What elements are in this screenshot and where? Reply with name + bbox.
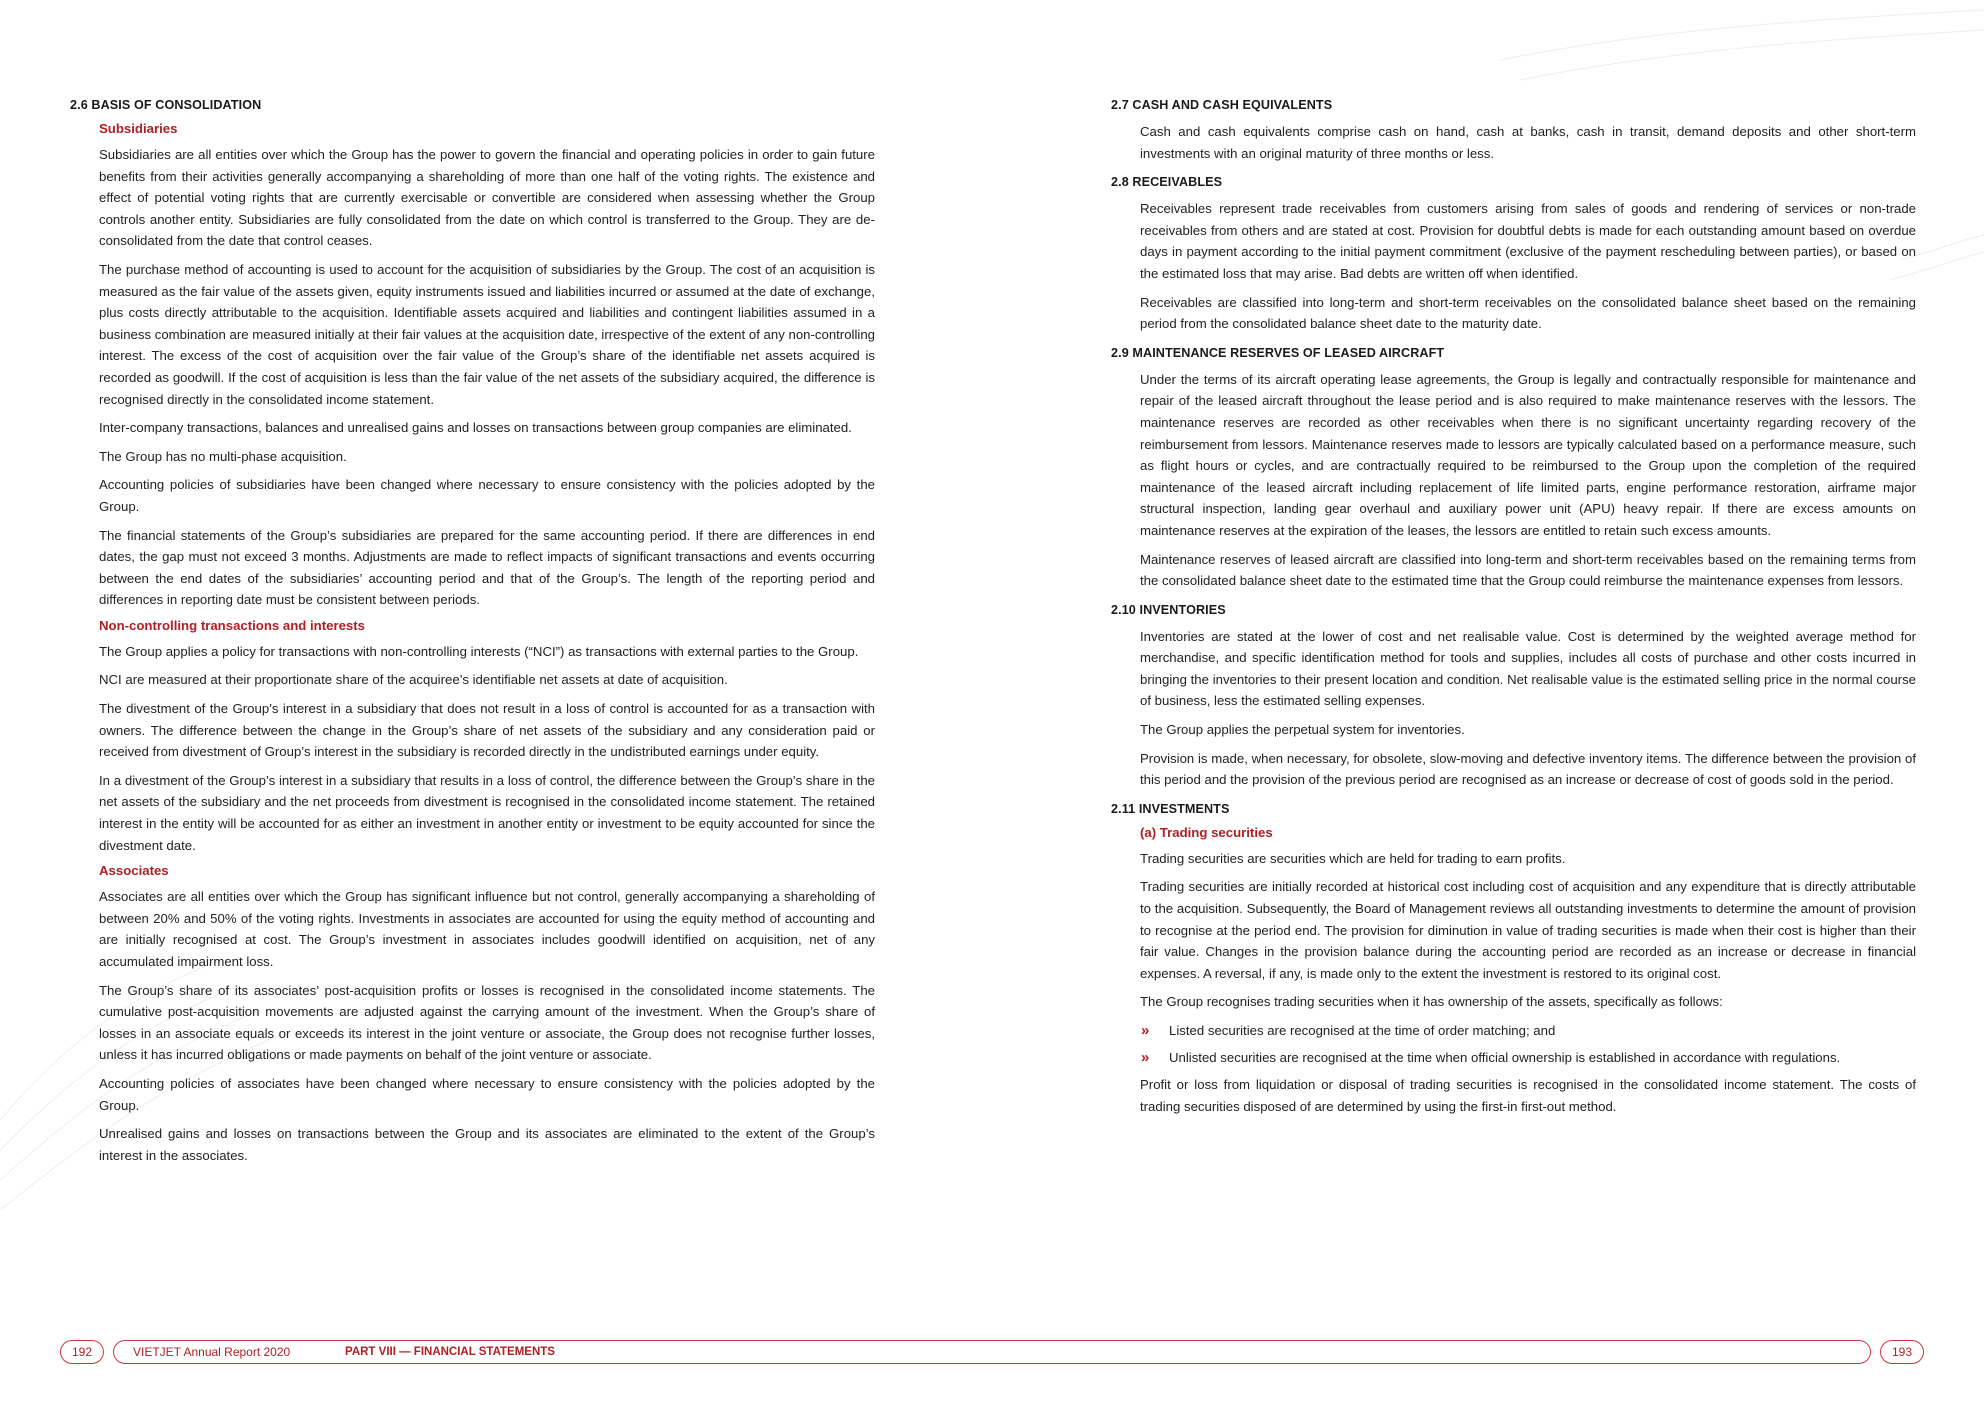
- section-heading: 2.9 MAINTENANCE RESERVES OF LEASED AIRCRAFT: [1111, 345, 1445, 360]
- bullet-item: [1140, 1047, 1916, 1069]
- paragraph: Cash and cash equivalents comprise cash on hand, cash at banks, cash in transit, demand deposits and other short-term investments with an original maturity of three months or less.: [1140, 124, 1916, 161]
- bullet-item: [1140, 1020, 1916, 1042]
- paragraph: Subsidiaries are all entities over which the Group has the power to govern the financial and operating policies in order to gain future benefits from their activities generally accompanying a shareholding of more than one half of the voting rights. The existence and effect of potential voting rights that are currently exercisable or convertible are considered when assessing whether the Group controls another entity. Subsidiaries are fully consolidated from the date on which control is transferred to the Group. They are de-consolidated from the date that control ceases.: [99, 147, 875, 249]
- paragraph: Trading securities are initially recorded at historical cost including cost of acquisition and any expenditure that is directly attributable to the acquisition. Subsequently, the Board of Management reviews all outstanding investments to determine the amount of provision to recognise at the period end. The provision for diminution in value of trading securities is made when their cost is higher than their fair value. Changes in the provision balance during the accounting period are recorded as an increase or decrease in financial expenses. A reversal, if any, is made only to the extent the investment is restored to its original cost.: [1140, 879, 1916, 981]
- paragraph: Receivables are classified into long-term and short-term receivables on the consolidated balance sheet based on the remaining period from the consolidated balance sheet date to the maturity date.: [1140, 294, 1916, 332]
- section-heading: 2.8 RECEIVABLES: [1111, 175, 1223, 190]
- paragraph: Accounting policies of subsidiaries have been changed where necessary to ensure consistency with the policies adopted by the Group.: [99, 477, 875, 514]
- paragraph: Unrealised gains and losses on transactions between the Group and its associates are eliminated to the extent of the Group’s interest in the associates.: [99, 1126, 875, 1163]
- footer-brand: VIETJET Annual Report 2020: [133, 1345, 291, 1359]
- paragraph: The Group applies a policy for transactions with non-controlling interests (“NCI”) as transactions with external parties to the Group.: [99, 643, 859, 659]
- section-heading: 2.11 INVESTMENTS: [1111, 801, 1230, 816]
- paragraph: In a divestment of the Group’s interest in a subsidiary that results in a loss of control, the difference between the Group’s share in the net assets of the subsidiary and the net proceeds from divestment is recognised in the consolidated income statement. The retained interest in the entity will be accounted for as either an investment in another entity or investment to be equity accounted for since the divestment date.: [99, 772, 875, 853]
- paragraph: The Group has no multi-phase acquisition.: [99, 448, 347, 464]
- subsection-heading: (a) Trading securities: [1140, 824, 1273, 840]
- paragraph: The Group applies the perpetual system for inventories.: [1140, 722, 1465, 738]
- subsection-heading: Non-controlling transactions and interests: [99, 617, 365, 633]
- left-column: [70, 98, 875, 1173]
- paragraph: Associates are all entities over which the Group has significant influence but not control, generally accompanying a shareholding of between 20% and 50% of the voting rights. Investments in associates are accounted for using the equity method of accounting and are initially recognised at cost. The Group’s investment in associates includes goodwill identified on acquisition, net of any accumulated impairment loss.: [99, 889, 875, 969]
- paragraph: Profit or loss from liquidation or disposal of trading securities is recognised in the consolidated income statement. The costs of trading securities disposed of are determined by using the first-in first-out method.: [1140, 1077, 1916, 1114]
- section-heading: 2.7 CASH AND CASH EQUIVALENTS: [1111, 98, 1333, 112]
- paragraph: Inventories are stated at the lower of cost and net realisable value. Cost is determined by the weighted average method for merchandise, and specific identification method for tools and supplies, includes all costs of purchase and other costs incurred in bringing the inventories to their present location and condition. Net realisable value is the estimated selling price in the normal course of business, less the estimated selling expenses.: [1140, 628, 1916, 709]
- bullet-text: Unlisted securities are recognised at the time when official ownership is established in accordance with regulations.: [1169, 1049, 1841, 1065]
- paragraph: NCI are measured at their proportionate share of the acquiree’s identifiable net assets at date of acquisition.: [99, 672, 728, 688]
- paragraph: The Group’s share of its associates’ post-acquisition profits or losses is recognised in the consolidated income statements. The cumulative post-acquisition movements are adjusted against the carrying amount of the investment. When the Group’s share of losses in an associate equals or exceeds its interest in the joint venture or associate, the Group does not recognise further losses, unless it has incurred obligations or made payments on behalf of the joint venture or associate.: [99, 982, 875, 1063]
- paragraph: Receivables represent trade receivables from customers arising from sales of goods and rendering of services or non-trade receivables from others and are stated at cost. Provision for doubtful debts is made for each outstanding amount based on overdue days in payment according to the initial payment commitment (exclusive of the payment rescheduling between parties), or based on the estimated loss that may arise. Bad debts are written off when identified.: [1140, 201, 1916, 281]
- paragraph: Provision is made, when necessary, for obsolete, slow-moving and defective inventory items. The difference between the provision of this period and the provision of the previous period are recognised as an increase or decrease of cost of goods sold in the period.: [1140, 750, 1916, 788]
- page-number-right: 193: [1880, 1340, 1924, 1364]
- paragraph: Maintenance reserves of leased aircraft are classified into long-term and short-term receivables based on the remaining terms from the consolidated balance sheet date to the estimated time that the Group could reimburse the maintenance expenses from lessors.: [1140, 551, 1916, 589]
- section-heading: 2.10 INVENTORIES: [1111, 602, 1226, 617]
- bullet-text: Listed securities are recognised at the time of order matching; and: [1169, 1023, 1556, 1038]
- paragraph: Under the terms of its aircraft operating lease agreements, the Group is legally and contractually responsible for maintenance and repair of the leased aircraft throughout the lease period and is also required to make maintenance reserves with the lessors. The maintenance reserves are recorded as other receivables when there is no significant uncertainty regarding recovery of the reimbursement from lessors. Maintenance reserves made to lessors are typically calculated based on a performance measure, such as flight hours or cycles, and are contractually required to be reimbursed to the Group upon the completion of the required maintenance of the leased aircraft including replacement of life limited parts, engine performance restoration, airframe major structural inspection, landing gear overhaul and auxiliary power unit (APU) heavy repair. If there are excess amounts on maintenance reserves at the expiration of the leases, the lessors are entitled to retain such excess amounts.: [1140, 371, 1916, 538]
- subsection-heading: Associates: [99, 863, 169, 879]
- bullet-marker-icon: »: [1141, 1022, 1150, 1039]
- right-column: [1111, 98, 1916, 1124]
- paragraph: The purchase method of accounting is used to account for the acquisition of subsidiaries by the Group. The cost of an acquisition is measured as the fair value of the assets given, equity instruments issued and liabilities incurred or assumed at the date of exchange, plus costs directly attributable to the acquisition. Identifiable assets acquired and liabilities and contingent liabilities assumed in a business combination are measured initially at their fair values at the acquisition date, irrespective of the extent of any non-controlling interest. The excess of the cost of acquisition over the fair value of the Group’s share of the identifiable net assets acquired is recorded as goodwill. If the cost of acquisition is less than the fair value of the net assets of the subsidiary acquired, the difference is recognised directly in the consolidated income statement.: [99, 261, 875, 407]
- paragraph: The Group recognises trading securities when it has ownership of the assets, specifically as follows:: [1140, 994, 1723, 1010]
- bullet-marker-icon: »: [1141, 1048, 1150, 1066]
- paragraph: The divestment of the Group’s interest in a subsidiary that does not result in a loss of control is accounted for as a transaction with owners. The difference between the change in the Group’s share of net assets of the subsidiary and any consideration paid or received from divestment of Group’s interest in the subsidiary is recorded directly in the undistributed earnings under equity.: [99, 701, 875, 760]
- footer-part-title: PART VIII — FINANCIAL STATEMENTS: [345, 1346, 555, 1358]
- paragraph: Inter-company transactions, balances and unrealised gains and losses on transactions between group companies are eliminated.: [99, 420, 852, 436]
- paragraph: Trading securities are securities which are held for trading to earn profits.: [1140, 850, 1566, 866]
- paragraph: Accounting policies of associates have been changed where necessary to ensure consistency with the policies adopted by the Group.: [99, 1075, 875, 1113]
- page-number-left: 192: [60, 1340, 104, 1364]
- subsection-heading: Subsidiaries: [99, 121, 178, 136]
- paragraph: The financial statements of the Group’s subsidiaries are prepared for the same accounting period. If there are differences in end dates, the gap must not exceed 3 months. Adjustments are made to reflect impacts of significant transactions and events occurring between the end dates of the subsidiaries’ accounting period and that of the Group’s. The length of the reporting period and differences in reporting date must be consistent between periods.: [99, 527, 875, 608]
- section-heading: 2.6 BASIS OF CONSOLIDATION: [70, 98, 262, 112]
- bullet-list: [1140, 1020, 1916, 1068]
